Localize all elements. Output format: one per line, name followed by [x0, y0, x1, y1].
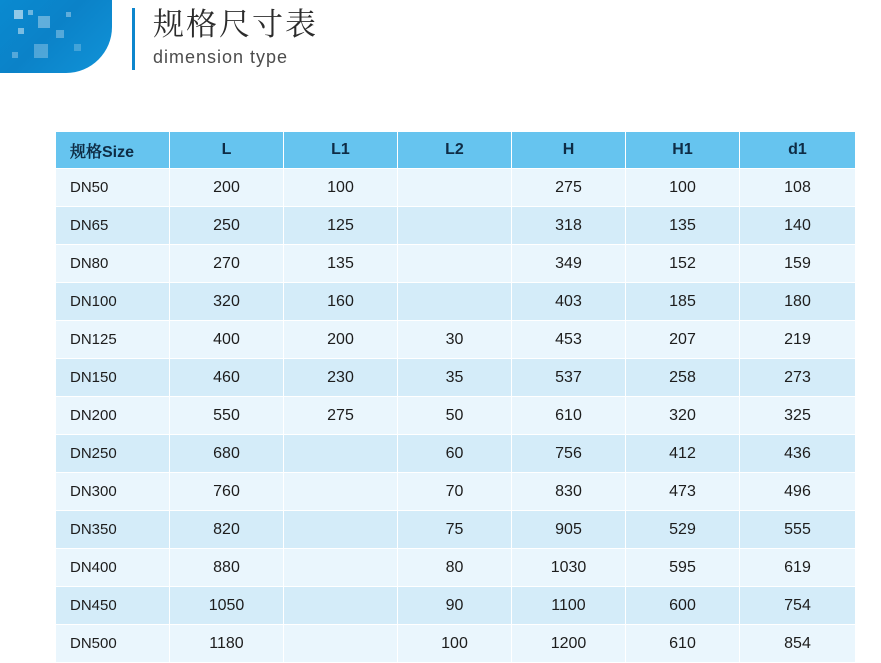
table-row [56, 245, 856, 283]
table-row [56, 321, 856, 359]
size-cell: DN80 [56, 245, 170, 283]
value-cell: 230 [284, 359, 398, 397]
value-cell: 90 [398, 587, 512, 625]
value-cell: 152 [626, 245, 740, 283]
table-header-row [56, 132, 856, 169]
value-cell: 880 [170, 549, 284, 587]
value-cell: 219 [740, 321, 856, 359]
size-cell: DN50 [56, 169, 170, 207]
table-row [56, 549, 856, 587]
value-cell: 125 [284, 207, 398, 245]
value-cell: 275 [284, 397, 398, 435]
value-cell: 1050 [170, 587, 284, 625]
title-divider [132, 8, 135, 70]
value-cell: 610 [512, 397, 626, 435]
dimension-table-wrapper [55, 131, 855, 663]
value-cell: 460 [170, 359, 284, 397]
size-cell: DN200 [56, 397, 170, 435]
value-cell: 619 [740, 549, 856, 587]
value-cell: 320 [626, 397, 740, 435]
value-cell: 100 [284, 169, 398, 207]
table-row [56, 397, 856, 435]
value-cell: 600 [626, 587, 740, 625]
table-row [56, 169, 856, 207]
value-cell: 160 [284, 283, 398, 321]
value-cell: 258 [626, 359, 740, 397]
value-cell: 80 [398, 549, 512, 587]
table-row [56, 435, 856, 473]
value-cell: 180 [740, 283, 856, 321]
value-cell [284, 587, 398, 625]
title-group [153, 0, 318, 68]
value-cell [284, 625, 398, 663]
table-row [56, 359, 856, 397]
value-cell: 754 [740, 587, 856, 625]
column-header: L1 [284, 132, 398, 169]
value-cell: 595 [626, 549, 740, 587]
page-title: 规格尺寸表 [153, 7, 318, 42]
table-row [56, 625, 856, 663]
value-cell: 756 [512, 435, 626, 473]
table-row [56, 473, 856, 511]
size-cell: DN250 [56, 435, 170, 473]
value-cell: 325 [740, 397, 856, 435]
value-cell [284, 473, 398, 511]
value-cell [398, 207, 512, 245]
value-cell [284, 435, 398, 473]
size-cell: DN65 [56, 207, 170, 245]
value-cell: 100 [626, 169, 740, 207]
value-cell: 50 [398, 397, 512, 435]
value-cell: 436 [740, 435, 856, 473]
value-cell: 412 [626, 435, 740, 473]
value-cell: 496 [740, 473, 856, 511]
size-cell: DN300 [56, 473, 170, 511]
size-cell: DN100 [56, 283, 170, 321]
value-cell: 1200 [512, 625, 626, 663]
value-cell: 529 [626, 511, 740, 549]
value-cell [284, 511, 398, 549]
table-body [56, 169, 856, 663]
column-header: L [170, 132, 284, 169]
column-header: L2 [398, 132, 512, 169]
value-cell: 610 [626, 625, 740, 663]
column-header: 规格Size [56, 132, 170, 169]
value-cell: 75 [398, 511, 512, 549]
table-head [56, 132, 856, 169]
table-row [56, 587, 856, 625]
value-cell [398, 245, 512, 283]
value-cell: 537 [512, 359, 626, 397]
value-cell: 555 [740, 511, 856, 549]
value-cell: 820 [170, 511, 284, 549]
value-cell: 207 [626, 321, 740, 359]
value-cell: 159 [740, 245, 856, 283]
mosaic-logo-icon [0, 0, 112, 73]
value-cell: 400 [170, 321, 284, 359]
size-cell: DN450 [56, 587, 170, 625]
value-cell: 760 [170, 473, 284, 511]
value-cell: 200 [284, 321, 398, 359]
value-cell: 1030 [512, 549, 626, 587]
value-cell [398, 283, 512, 321]
value-cell: 1100 [512, 587, 626, 625]
value-cell: 403 [512, 283, 626, 321]
value-cell: 70 [398, 473, 512, 511]
value-cell: 1180 [170, 625, 284, 663]
value-cell: 830 [512, 473, 626, 511]
size-cell: DN125 [56, 321, 170, 359]
value-cell: 30 [398, 321, 512, 359]
value-cell: 453 [512, 321, 626, 359]
size-cell: DN350 [56, 511, 170, 549]
value-cell: 473 [626, 473, 740, 511]
value-cell: 905 [512, 511, 626, 549]
value-cell: 140 [740, 207, 856, 245]
table-row [56, 207, 856, 245]
size-cell: DN500 [56, 625, 170, 663]
value-cell: 273 [740, 359, 856, 397]
size-cell: DN400 [56, 549, 170, 587]
value-cell: 108 [740, 169, 856, 207]
column-header: H [512, 132, 626, 169]
value-cell [398, 169, 512, 207]
value-cell: 320 [170, 283, 284, 321]
value-cell [284, 549, 398, 587]
value-cell: 35 [398, 359, 512, 397]
value-cell: 550 [170, 397, 284, 435]
column-header: H1 [626, 132, 740, 169]
value-cell: 100 [398, 625, 512, 663]
page-subtitle: dimension type [153, 46, 289, 67]
value-cell: 135 [284, 245, 398, 283]
value-cell: 275 [512, 169, 626, 207]
value-cell: 349 [512, 245, 626, 283]
dimension-table [55, 131, 856, 663]
value-cell: 60 [398, 435, 512, 473]
table-row [56, 283, 856, 321]
value-cell: 270 [170, 245, 284, 283]
value-cell: 680 [170, 435, 284, 473]
value-cell: 135 [626, 207, 740, 245]
value-cell: 854 [740, 625, 856, 663]
size-cell: DN150 [56, 359, 170, 397]
value-cell: 200 [170, 169, 284, 207]
value-cell: 318 [512, 207, 626, 245]
value-cell: 250 [170, 207, 284, 245]
column-header: d1 [740, 132, 856, 169]
table-row [56, 511, 856, 549]
value-cell: 185 [626, 283, 740, 321]
page-header [0, 0, 881, 85]
